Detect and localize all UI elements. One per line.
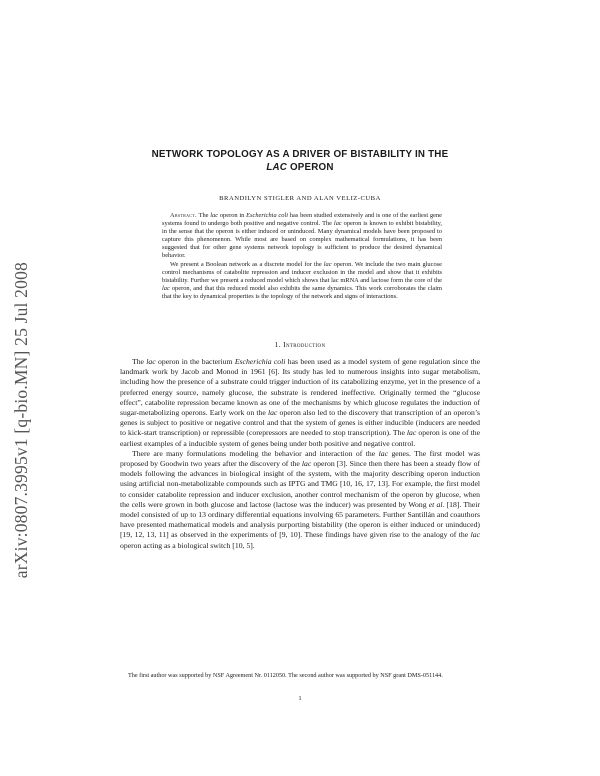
body-italic: lac [378,448,389,458]
body-text: operon also led to the discovery that transcription of an operon’s genes is subject to positive or negative control and that the system of genes is either inducible (inducers are needed to kick-start transcription) or repressible (corepressors are needed to stop transcription). The [120,408,480,438]
abstract-text: We present a Boolean network as a discrete model for the [170,260,324,268]
abstract-text: operon, and that this reduced model also exhibits the same dynamics. This work corroborates the claim that the key to dynamical properties is the topology of the network and signs of interactions. [162,284,442,300]
funding-footnote [120,672,480,680]
body-text: The [132,357,147,366]
section-number: 1. [274,340,281,349]
abstract-text: operon in [218,212,247,219]
abstract-text: operon is known to exhibit bistability, in the sense that the operon is either induced or uninduced. Many dynamical models have been proposed to capture this phenomenon. While most are based on complex mathematical formulations, it has been suggested that for other gene systems network topology is sufficient to produce the desired dynamical behavior. [162,220,442,260]
abstract [162,212,442,301]
abstract-italic: lac [162,284,170,292]
body-italic: lac [146,357,156,366]
body-text: operon in the bacterium [155,357,235,366]
abstract-paragraph-1 [162,212,442,261]
abstract-heading: Abstract. [170,212,197,219]
author-list: BRANDILYN STIGLER AND ALAN VELIZ-CUBA [219,195,381,202]
body-italic: lac [470,530,480,540]
title-lac-italic: LAC [266,162,288,173]
section-title: Introduction [283,340,326,349]
body-italic: Escherichia coli [234,357,286,366]
abstract-paragraph-2 [162,261,442,301]
abstract-italic: Escherichia coli [246,212,289,219]
paper-title [120,148,480,174]
body-italic: lac [267,408,278,418]
title-line-2 [120,161,480,174]
body-italic: lac [301,459,312,469]
body-italic: lac [406,428,417,438]
page-number: 1 [298,695,302,702]
section-heading [120,340,480,349]
introduction-body [120,357,480,551]
title-line-1: NETWORK TOPOLOGY AS A DRIVER OF BISTABILITY IN THE [151,149,449,160]
body-italic: et al. [428,499,445,509]
arxiv-identifier-text: arXiv:0807.3995v1 [q-bio.MN] 25 Jul 2008 [10,261,31,579]
body-text: has been used as a model system of gene regulation since the landmark work by Jacob and Monod in 1961 [6]. Its study has led to numerous insights into sugar metabolism, including how the presence of a substrate could trigger induction of its catabolizing enzyme, yet in the presence of a preferred energy source, namely glucose, the substrate is rendered ineffective. Originally termed the “glucose effect”, catabolite repression became known as one of the mechanisms by which glucose regulates the induction of sugar-metabolizing operons. Early work on the [120,357,480,418]
abstract-text: The [196,212,211,219]
body-text: operon is one of the earliest examples of a inducible system of genes being under both positive and negative control. [120,428,480,448]
body-text: operon [3]. Since then there has been a steady flow of models following the advances in biological insight of the system, with the majority describing operon induction using artificial non-metabolizable compounds such as IPTG and TMG [10, 16, 17, 13]. For example, the first model to consider catabolite repression and inducer exclusion, another control mechanism of the operon by glucose, when the cells were grown in both glucose and lactose (lactose was the inducer) was presented by Wong [120,459,480,509]
title-operon: OPERON [287,162,334,173]
abstract-italic: lac [210,212,219,219]
footnote-text: The first author was supported by NSF Agreement Nr. 0112050. The second author was supported by NSF grant DMS-051144. [128,672,443,679]
arxiv-identifier [8,180,34,660]
body-text: [18]. Their model consisted of up to 13 ordinary differential equations involving 65 parameters. Further Santillán and coauthors have presented mathematical models and analysis purporting bistability (the operon is either induced or uninduced) [19, 12, 13, 11] as observed in the experiments of [9, 10]. These findings have given rise to the analogy of the [120,499,480,540]
abstract-text: operon. We include the two main glucose control mechanisms of catabolite repression and inducer exclusion in the model and show that it exhibits bistability. Further we present a reduced model which shows that lac mRNA and lactose form the core of the [162,260,442,284]
abstract-italic: lac [323,260,332,268]
body-paragraph-2 [120,449,480,551]
body-text: There are many formulations modeling the behavior and interaction of the [132,448,379,458]
body-text: genes. The first model was proposed by Goodwin two years after the discovery of the [120,448,481,469]
abstract-text: has been studied extensively and is one of the earliest gene systems found to undergo both positive and negative control. The [162,212,442,228]
abstract-italic: lac [333,220,342,228]
body-paragraph-1 [120,357,480,449]
body-text: operon acting as a biological switch [10, 5]. [120,540,255,550]
